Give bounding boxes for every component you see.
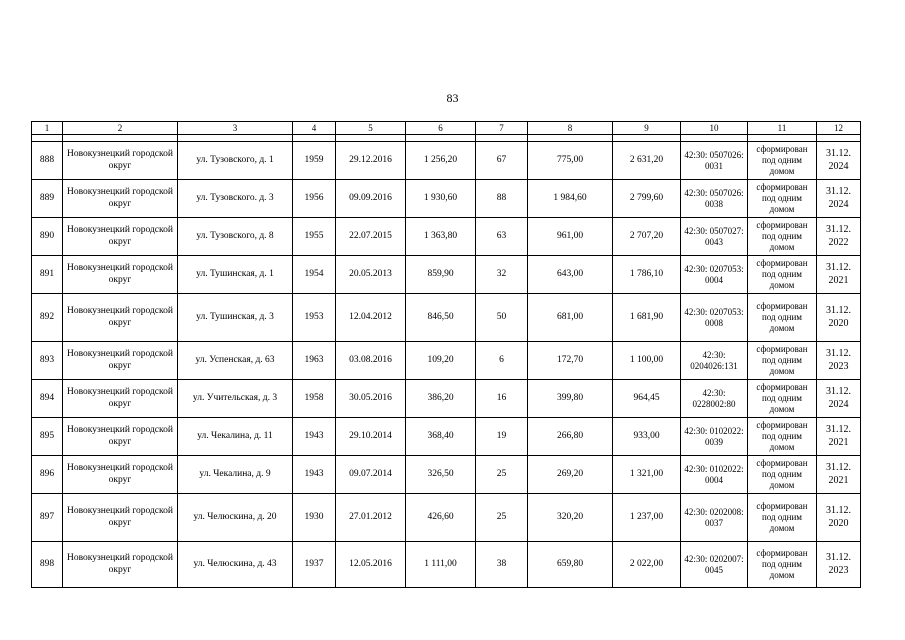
cell-cadastral-number: 42:30: 0204026:131 [681, 342, 748, 380]
cell-residents: 32 [476, 256, 528, 294]
column-number: 11 [748, 122, 817, 135]
cell-land-status: сформирован под одним домом [748, 380, 817, 418]
cell-year: 1943 [293, 456, 336, 494]
cell-year: 1959 [293, 142, 336, 180]
cell-area-living: 659,80 [528, 542, 613, 588]
cell-row-number: 895 [32, 418, 63, 456]
cell-area-living: 961,00 [528, 218, 613, 256]
cell-residents: 67 [476, 142, 528, 180]
cell-area-total: 1 111,00 [406, 542, 476, 588]
cell-deadline: 31.12. 2022 [817, 218, 861, 256]
cell-row-number: 888 [32, 142, 63, 180]
cell-row-number: 898 [32, 542, 63, 588]
column-number: 6 [406, 122, 476, 135]
cell-municipality: Новокузнецкий городской округ [63, 180, 178, 218]
cell-land-status: сформирован под одним домом [748, 142, 817, 180]
cell-cadastral-number: 42:30: 0228002:80 [681, 380, 748, 418]
cell-land-status: сформирован под одним домом [748, 256, 817, 294]
table-row [32, 418, 861, 456]
table-row [32, 380, 861, 418]
cell-deadline: 31.12. 2024 [817, 380, 861, 418]
cell-area-land: 2 799,60 [613, 180, 681, 218]
cell-address: ул. Тузовского, д. 8 [178, 218, 293, 256]
cell-area-living: 269,20 [528, 456, 613, 494]
cell-address: ул. Успенская, д. 63 [178, 342, 293, 380]
cell-residents: 25 [476, 494, 528, 542]
cell-cadastral-number: 42:30: 0207053: 0004 [681, 256, 748, 294]
cell-municipality: Новокузнецкий городской округ [63, 542, 178, 588]
cell-area-total: 426,60 [406, 494, 476, 542]
cell-land-status: сформирован под одним домом [748, 180, 817, 218]
cell-deadline: 31.12. 2024 [817, 142, 861, 180]
column-number: 4 [293, 122, 336, 135]
housing-registry-table [31, 121, 861, 588]
cell-residents: 25 [476, 456, 528, 494]
cell-area-land: 1 681,90 [613, 294, 681, 342]
cell-date: 09.07.2014 [336, 456, 406, 494]
cell-area-total: 846,50 [406, 294, 476, 342]
cell-row-number: 897 [32, 494, 63, 542]
cell-date: 03.08.2016 [336, 342, 406, 380]
cell-date: 09.09.2016 [336, 180, 406, 218]
cell-area-living: 320,20 [528, 494, 613, 542]
cell-cadastral-number: 42:30: 0207053: 0008 [681, 294, 748, 342]
cell-year: 1930 [293, 494, 336, 542]
cell-address: ул. Учительская, д. 3 [178, 380, 293, 418]
cell-address: ул. Тушинская, д. 1 [178, 256, 293, 294]
cell-area-total: 1 930,60 [406, 180, 476, 218]
column-number-row [32, 122, 861, 135]
cell-row-number: 889 [32, 180, 63, 218]
column-number: 2 [63, 122, 178, 135]
table-row [32, 142, 861, 180]
cell-deadline: 31.12. 2021 [817, 456, 861, 494]
cell-row-number: 893 [32, 342, 63, 380]
page-number: 83 [446, 91, 459, 105]
table-row [32, 542, 861, 588]
cell-row-number: 891 [32, 256, 63, 294]
cell-deadline: 31.12. 2021 [817, 256, 861, 294]
cell-residents: 16 [476, 380, 528, 418]
cell-municipality: Новокузнецкий городской округ [63, 218, 178, 256]
spacer-row [32, 135, 861, 142]
cell-area-land: 2 631,20 [613, 142, 681, 180]
spacer-cell [32, 135, 63, 142]
cell-date: 27.01.2012 [336, 494, 406, 542]
spacer-cell [336, 135, 406, 142]
cell-area-land: 1 321,00 [613, 456, 681, 494]
cell-area-living: 266,80 [528, 418, 613, 456]
cell-area-total: 368,40 [406, 418, 476, 456]
cell-date: 29.12.2016 [336, 142, 406, 180]
cell-municipality: Новокузнецкий городской округ [63, 294, 178, 342]
cell-area-land: 1 786,10 [613, 256, 681, 294]
cell-year: 1963 [293, 342, 336, 380]
cell-land-status: сформирован под одним домом [748, 342, 817, 380]
cell-municipality: Новокузнецкий городской округ [63, 256, 178, 294]
cell-area-total: 1 256,20 [406, 142, 476, 180]
spacer-cell [681, 135, 748, 142]
column-number: 7 [476, 122, 528, 135]
cell-date: 12.04.2012 [336, 294, 406, 342]
cell-cadastral-number: 42:30: 0102022: 0004 [681, 456, 748, 494]
cell-row-number: 892 [32, 294, 63, 342]
cell-address: ул. Тузовского. д. 3 [178, 180, 293, 218]
cell-date: 30.05.2016 [336, 380, 406, 418]
table-row [32, 294, 861, 342]
column-number: 5 [336, 122, 406, 135]
cell-year: 1954 [293, 256, 336, 294]
cell-cadastral-number: 42:30: 0507026: 0031 [681, 142, 748, 180]
cell-address: ул. Тузовского, д. 1 [178, 142, 293, 180]
cell-address: ул. Чекалина, д. 11 [178, 418, 293, 456]
cell-row-number: 896 [32, 456, 63, 494]
cell-area-living: 399,80 [528, 380, 613, 418]
cell-area-land: 1 237,00 [613, 494, 681, 542]
cell-cadastral-number: 42:30: 0202008: 0037 [681, 494, 748, 542]
cell-area-total: 859,90 [406, 256, 476, 294]
cell-residents: 50 [476, 294, 528, 342]
cell-municipality: Новокузнецкий городской округ [63, 142, 178, 180]
cell-land-status: сформирован под одним домом [748, 494, 817, 542]
cell-year: 1943 [293, 418, 336, 456]
cell-year: 1958 [293, 380, 336, 418]
cell-area-land: 964,45 [613, 380, 681, 418]
cell-date: 12.05.2016 [336, 542, 406, 588]
cell-residents: 38 [476, 542, 528, 588]
cell-area-total: 109,20 [406, 342, 476, 380]
table-row [32, 180, 861, 218]
table-row [32, 218, 861, 256]
cell-address: ул. Челюскина, д. 43 [178, 542, 293, 588]
table-row [32, 256, 861, 294]
cell-date: 20.05.2013 [336, 256, 406, 294]
cell-area-living: 775,00 [528, 142, 613, 180]
cell-residents: 6 [476, 342, 528, 380]
cell-area-living: 643,00 [528, 256, 613, 294]
spacer-cell [63, 135, 178, 142]
cell-area-living: 681,00 [528, 294, 613, 342]
cell-residents: 63 [476, 218, 528, 256]
cell-year: 1953 [293, 294, 336, 342]
cell-residents: 88 [476, 180, 528, 218]
cell-municipality: Новокузнецкий городской округ [63, 342, 178, 380]
table-row [32, 342, 861, 380]
spacer-cell [476, 135, 528, 142]
cell-area-total: 326,50 [406, 456, 476, 494]
cell-address: ул. Чекалина, д. 9 [178, 456, 293, 494]
table-row [32, 494, 861, 542]
cell-year: 1937 [293, 542, 336, 588]
cell-cadastral-number: 42:30: 0102022: 0039 [681, 418, 748, 456]
cell-deadline: 31.12. 2023 [817, 542, 861, 588]
cell-address: ул. Тушинская, д. 3 [178, 294, 293, 342]
cell-land-status: сформирован под одним домом [748, 294, 817, 342]
cell-municipality: Новокузнецкий городской округ [63, 494, 178, 542]
table-row [32, 456, 861, 494]
spacer-cell [406, 135, 476, 142]
spacer-cell [293, 135, 336, 142]
cell-area-land: 1 100,00 [613, 342, 681, 380]
column-number: 12 [817, 122, 861, 135]
cell-deadline: 31.12. 2021 [817, 418, 861, 456]
cell-area-land: 2 707,20 [613, 218, 681, 256]
cell-area-total: 386,20 [406, 380, 476, 418]
cell-area-land: 933,00 [613, 418, 681, 456]
cell-cadastral-number: 42:30: 0507027: 0043 [681, 218, 748, 256]
cell-year: 1955 [293, 218, 336, 256]
cell-date: 29.10.2014 [336, 418, 406, 456]
cell-deadline: 31.12. 2024 [817, 180, 861, 218]
column-number: 9 [613, 122, 681, 135]
cell-land-status: сформирован под одним домом [748, 218, 817, 256]
cell-area-total: 1 363,80 [406, 218, 476, 256]
cell-municipality: Новокузнецкий городской округ [63, 380, 178, 418]
cell-area-living: 1 984,60 [528, 180, 613, 218]
column-number: 3 [178, 122, 293, 135]
cell-land-status: сформирован под одним домом [748, 456, 817, 494]
cell-address: ул. Челюскина, д. 20 [178, 494, 293, 542]
cell-municipality: Новокузнецкий городской округ [63, 456, 178, 494]
cell-deadline: 31.12. 2023 [817, 342, 861, 380]
column-number: 1 [32, 122, 63, 135]
table-body [32, 122, 861, 588]
column-number: 10 [681, 122, 748, 135]
cell-land-status: сформирован под одним домом [748, 542, 817, 588]
spacer-cell [178, 135, 293, 142]
spacer-cell [528, 135, 613, 142]
cell-deadline: 31.12. 2020 [817, 294, 861, 342]
cell-row-number: 890 [32, 218, 63, 256]
cell-area-land: 2 022,00 [613, 542, 681, 588]
cell-cadastral-number: 42:30: 0202007: 0045 [681, 542, 748, 588]
spacer-cell [748, 135, 817, 142]
spacer-cell [613, 135, 681, 142]
cell-area-living: 172,70 [528, 342, 613, 380]
column-number: 8 [528, 122, 613, 135]
cell-land-status: сформирован под одним домом [748, 418, 817, 456]
cell-date: 22.07.2015 [336, 218, 406, 256]
cell-residents: 19 [476, 418, 528, 456]
cell-municipality: Новокузнецкий городской округ [63, 418, 178, 456]
cell-row-number: 894 [32, 380, 63, 418]
cell-cadastral-number: 42:30: 0507026: 0038 [681, 180, 748, 218]
cell-year: 1956 [293, 180, 336, 218]
cell-deadline: 31.12. 2020 [817, 494, 861, 542]
spacer-cell [817, 135, 861, 142]
